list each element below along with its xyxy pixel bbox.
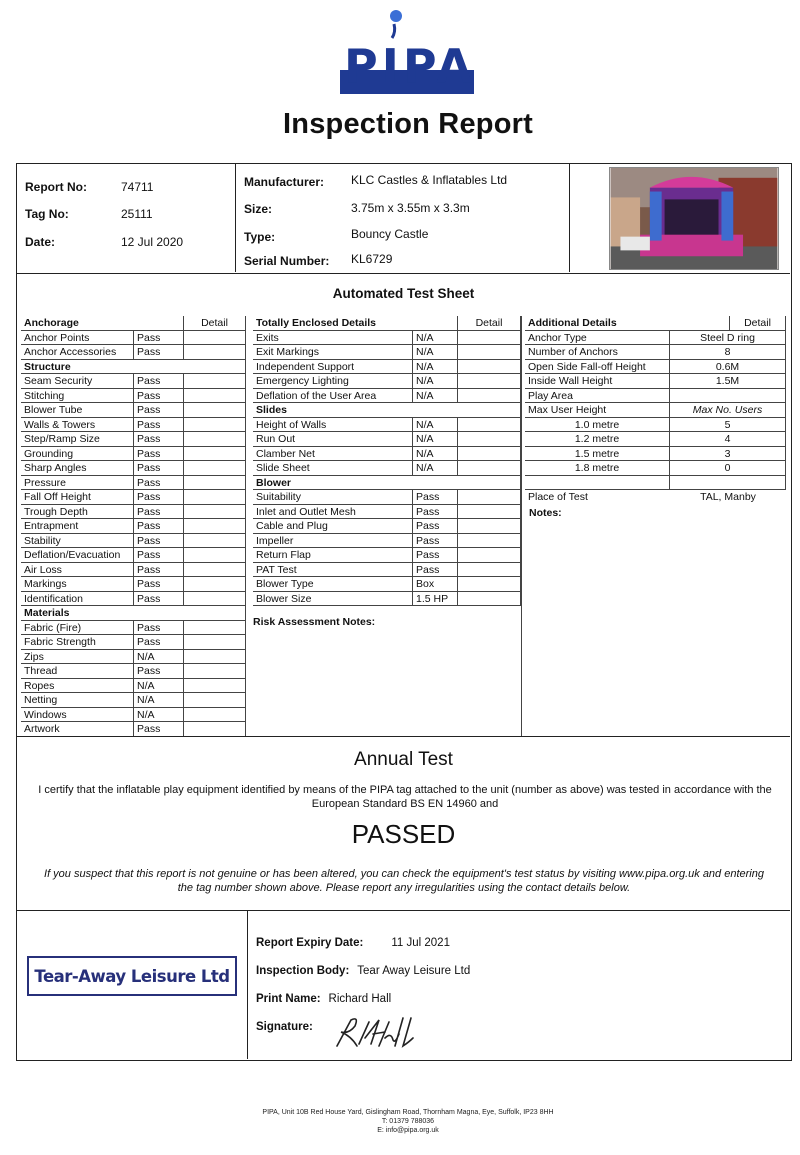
check-label: Emergency Lighting <box>253 374 413 389</box>
check-label: Anchor Points <box>21 331 134 346</box>
annual-test-section <box>17 736 790 911</box>
annual-test-title: Annual Test <box>354 749 453 770</box>
detail-value: 0 <box>670 461 786 476</box>
check-label: Inlet and Outlet Mesh <box>253 505 413 520</box>
check-value: N/A <box>413 447 458 462</box>
check-detail <box>458 563 521 578</box>
check-detail <box>184 418 246 433</box>
detail-header: Detail <box>730 316 786 331</box>
detail-label <box>525 476 670 491</box>
detail-label: 1.2 metre <box>525 432 670 447</box>
check-value: 1.5 HP <box>413 592 458 607</box>
detail-value: 1.5M <box>670 374 786 389</box>
check-detail <box>184 650 246 665</box>
certification-statement: I certify that the inflatable play equipment identified by means of the PIPA tag attached to the unit (number as above) was tested in accordance with the European Standard BS EN 14960 and <box>38 784 772 810</box>
check-value: Pass <box>134 548 184 563</box>
check-detail <box>458 374 521 389</box>
notes-label: Notes: <box>529 507 562 519</box>
check-detail <box>458 548 521 563</box>
check-value: Pass <box>134 331 184 346</box>
tear-away-leisure-logo: Tear-Away Leisure Ltd <box>27 956 237 996</box>
check-label: Walls & Towers <box>21 418 134 433</box>
report-no: 74711 <box>121 180 154 194</box>
detail-value <box>670 476 786 491</box>
check-label: Independent Support <box>253 360 413 375</box>
check-detail <box>184 664 246 679</box>
risk-assessment-notes-label: Risk Assessment Notes: <box>253 616 376 628</box>
check-value: Pass <box>134 664 184 679</box>
detail-label: Inside Wall Height <box>525 374 670 389</box>
check-label: Grounding <box>21 447 134 462</box>
check-value: N/A <box>413 418 458 433</box>
check-value: Pass <box>134 563 184 578</box>
check-value: Pass <box>134 374 184 389</box>
check-detail <box>458 461 521 476</box>
check-detail <box>184 345 246 360</box>
check-detail <box>458 447 521 462</box>
check-label: Markings <box>21 577 134 592</box>
pipa-address <box>0 1108 800 1135</box>
check-detail <box>458 577 521 592</box>
detail-label: 1.0 metre <box>525 418 670 433</box>
check-detail <box>184 592 246 607</box>
check-label: Stability <box>21 534 134 549</box>
check-detail <box>184 519 246 534</box>
check-value: Pass <box>134 519 184 534</box>
type-label: Type: <box>244 230 276 244</box>
check-detail <box>458 345 521 360</box>
column-header: Anchorage <box>21 316 184 331</box>
report-header <box>17 164 790 274</box>
expiry-date: 11 Jul 2021 <box>391 937 450 949</box>
section-header: Materials <box>21 606 246 621</box>
check-detail <box>184 708 246 723</box>
tag-no-label: Tag No: <box>25 207 69 221</box>
check-detail <box>458 534 521 549</box>
check-value: N/A <box>134 693 184 708</box>
check-detail <box>184 563 246 578</box>
automated-test-sheet-title: Automated Test Sheet <box>332 286 475 301</box>
check-detail <box>184 447 246 462</box>
check-value: Pass <box>413 534 458 549</box>
section-header: Structure <box>21 360 246 375</box>
detail-label: Max User Height <box>525 403 670 418</box>
manufacturer-label: Manufacturer: <box>244 175 325 189</box>
check-value: Pass <box>413 548 458 563</box>
detail-value <box>670 389 786 404</box>
detail-label: Open Side Fall-off Height <box>525 360 670 375</box>
check-label: Impeller <box>253 534 413 549</box>
check-value: Pass <box>134 635 184 650</box>
check-detail <box>184 534 246 549</box>
check-label: Clamber Net <box>253 447 413 462</box>
test-result: PASSED <box>351 819 456 849</box>
report-id-block <box>17 164 236 272</box>
check-label: Slide Sheet <box>253 461 413 476</box>
check-detail <box>458 505 521 520</box>
check-value: Pass <box>134 476 184 491</box>
check-detail <box>184 505 246 520</box>
check-detail <box>184 577 246 592</box>
inspection-body: Tear Away Leisure Ltd <box>357 965 471 977</box>
check-label: Suitability <box>253 490 413 505</box>
check-label: Blower Tube <box>21 403 134 418</box>
check-detail <box>184 476 246 491</box>
detail-label: Play Area <box>525 389 670 404</box>
check-value: N/A <box>413 432 458 447</box>
type: Bouncy Castle <box>351 227 429 241</box>
check-label: Blower Size <box>253 592 413 607</box>
expiry-label: Report Expiry Date: <box>256 937 364 949</box>
pipa-logo-text: PIPA <box>344 39 472 93</box>
check-detail <box>184 722 246 737</box>
check-value: Pass <box>134 418 184 433</box>
check-detail <box>458 490 521 505</box>
check-detail <box>184 635 246 650</box>
signature <box>329 1012 449 1052</box>
check-label: Artwork <box>21 722 134 737</box>
check-detail <box>458 592 521 607</box>
check-detail <box>184 432 246 447</box>
check-value: Pass <box>134 389 184 404</box>
check-value: N/A <box>134 679 184 694</box>
manufacturer: KLC Castles & Inflatables Ltd <box>351 173 508 187</box>
check-label: Return Flap <box>253 548 413 563</box>
check-detail <box>458 331 521 346</box>
detail-label: Anchor Type <box>525 331 670 346</box>
check-detail <box>458 432 521 447</box>
check-value: N/A <box>413 331 458 346</box>
check-value: N/A <box>413 345 458 360</box>
report-frame <box>16 163 792 1061</box>
serial-label: Serial Number: <box>244 254 330 268</box>
check-label: Fabric (Fire) <box>21 621 134 636</box>
check-label: Deflation of the User Area <box>253 389 413 404</box>
check-value: Pass <box>413 519 458 534</box>
report-no-label: Report No: <box>25 180 87 194</box>
size: 3.75m x 3.55m x 3.3m <box>351 201 470 215</box>
check-detail <box>184 693 246 708</box>
size-label: Size: <box>244 202 273 216</box>
address-phone: T: 01379 788036 <box>381 1118 435 1125</box>
check-detail <box>184 374 246 389</box>
check-label: Ropes <box>21 679 134 694</box>
detail-value: 0.6M <box>670 360 786 375</box>
check-value: Pass <box>134 432 184 447</box>
pipa-logo <box>338 8 478 100</box>
detail-label: 1.5 metre <box>525 447 670 462</box>
tag-no: 25111 <box>121 207 153 221</box>
check-label: Exit Markings <box>253 345 413 360</box>
check-value: Pass <box>134 592 184 607</box>
check-value: N/A <box>134 650 184 665</box>
check-detail <box>184 490 246 505</box>
detail-label: 1.8 metre <box>525 461 670 476</box>
check-value: Pass <box>134 345 184 360</box>
detail-header: Detail <box>458 316 521 331</box>
check-value: N/A <box>413 360 458 375</box>
check-label: Netting <box>21 693 134 708</box>
check-label: Cable and Plug <box>253 519 413 534</box>
inspector-logo-block <box>17 911 248 1059</box>
check-value: Pass <box>134 722 184 737</box>
column-header: Totally Enclosed Details <box>253 316 458 331</box>
check-label: Trough Depth <box>21 505 134 520</box>
check-label: Thread <box>21 664 134 679</box>
check-detail <box>184 461 246 476</box>
check-label: Height of Walls <box>253 418 413 433</box>
detail-value: Max No. Users <box>670 403 786 418</box>
section-header: Blower <box>253 476 521 491</box>
print-name-label: Print Name: <box>256 993 321 1005</box>
check-label: Air Loss <box>21 563 134 578</box>
check-label: Blower Type <box>253 577 413 592</box>
check-value: Pass <box>413 505 458 520</box>
check-label: Fabric Strength <box>21 635 134 650</box>
equipment-photo <box>609 167 779 270</box>
check-label: Pressure <box>21 476 134 491</box>
check-value: N/A <box>413 374 458 389</box>
check-detail <box>184 548 246 563</box>
check-value: Pass <box>134 505 184 520</box>
check-value: Pass <box>134 621 184 636</box>
check-detail <box>458 360 521 375</box>
check-value: N/A <box>413 389 458 404</box>
check-value: Pass <box>134 490 184 505</box>
print-name: Richard Hall <box>328 993 392 1005</box>
check-value: Pass <box>134 461 184 476</box>
detail-value: TAL, Manby <box>700 491 756 503</box>
detail-value: 3 <box>670 447 786 462</box>
check-label: Fall Off Height <box>21 490 134 505</box>
check-detail <box>184 403 246 418</box>
check-label: Sharp Angles <box>21 461 134 476</box>
check-label: Zips <box>21 650 134 665</box>
check-value: Pass <box>134 577 184 592</box>
report-date: 12 Jul 2020 <box>121 235 184 249</box>
check-label: Entrapment <box>21 519 134 534</box>
check-label: Stitching <box>21 389 134 404</box>
check-value: Pass <box>134 403 184 418</box>
check-detail <box>184 679 246 694</box>
check-label: Step/Ramp Size <box>21 432 134 447</box>
check-value: N/A <box>134 708 184 723</box>
serial-number: KL6729 <box>351 252 393 266</box>
check-value: Box <box>413 577 458 592</box>
address-email: E: info@pipa.org.uk <box>377 1127 439 1134</box>
column-header: Additional Details <box>525 316 730 331</box>
check-label: Identification <box>21 592 134 607</box>
check-detail <box>458 519 521 534</box>
check-detail <box>458 389 521 404</box>
check-label: PAT Test <box>253 563 413 578</box>
check-label: Exits <box>253 331 413 346</box>
check-value: Pass <box>134 447 184 462</box>
check-value: Pass <box>134 534 184 549</box>
check-detail <box>458 418 521 433</box>
detail-header: Detail <box>184 316 246 331</box>
column-divider <box>521 316 522 736</box>
authenticity-notice: If you suspect that this report is not genuine or has been altered, you can check the equipment's test status by visiting www.pipa.org.uk and entering the tag number shown above. Please report any irregularities using the contact details below. <box>44 868 764 894</box>
date-label: Date: <box>25 235 56 249</box>
check-detail <box>184 621 246 636</box>
address-line: PIPA, Unit 10B Red House Yard, Gislingham Road, Thornham Magna, Eye, Suffolk, IP23 8HH <box>262 1109 554 1116</box>
equipment-block <box>236 164 570 272</box>
section-header: Slides <box>253 403 521 418</box>
inspection-body-label: Inspection Body: <box>256 965 350 977</box>
check-value: N/A <box>413 461 458 476</box>
detail-value: Steel D ring <box>670 331 786 346</box>
detail-value: 4 <box>670 432 786 447</box>
check-value: Pass <box>413 490 458 505</box>
detail-label: Number of Anchors <box>525 345 670 360</box>
check-value: Pass <box>413 563 458 578</box>
page-title: Inspection Report <box>283 108 533 140</box>
check-label: Run Out <box>253 432 413 447</box>
check-label: Windows <box>21 708 134 723</box>
check-detail <box>184 331 246 346</box>
check-label: Seam Security <box>21 374 134 389</box>
check-label: Anchor Accessories <box>21 345 134 360</box>
check-label: Deflation/Evacuation <box>21 548 134 563</box>
detail-value: 8 <box>670 345 786 360</box>
detail-value: 5 <box>670 418 786 433</box>
check-detail <box>184 389 246 404</box>
detail-label: Place of Test <box>528 491 588 503</box>
signature-label: Signature: <box>256 1021 313 1033</box>
